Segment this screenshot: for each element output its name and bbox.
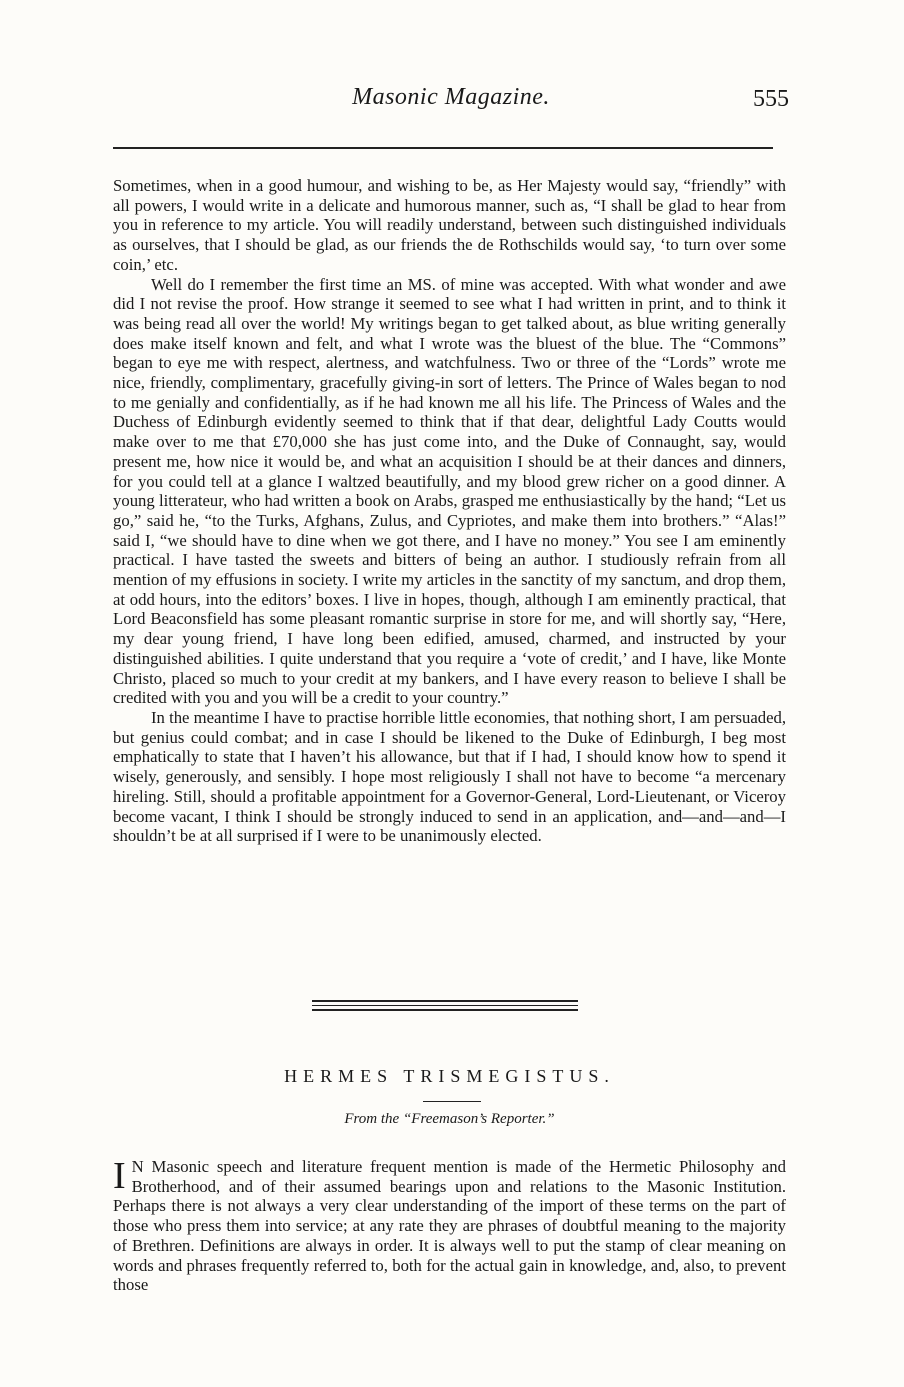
running-title: Masonic Magazine.	[352, 84, 550, 110]
continued-article	[113, 176, 786, 846]
title-rule	[423, 1101, 481, 1102]
opening-paragraph: Masonic speech and literature frequent mention is made of the Hermetic Philosophy and Brotherhood, and of their assumed bearings upon and relations to the Masonic Institution. Perhaps there is not always a very clear understanding of the import of these terms on the part of those who press them into service; at any rate they are phrases of doubtful meaning to the majority of Brethren. Definitions are always in order. It is always well to put the stamp of clear meaning on words and phrases frequently referred to, both for the actual gain in knowledge, and, also, to prevent those	[113, 1157, 786, 1295]
drop-cap: I	[113, 1155, 126, 1197]
section-divider	[312, 1000, 578, 1011]
header-rule	[113, 147, 773, 149]
page-number: 555	[753, 86, 789, 112]
paragraph: In the meantime I have to practise horrible little economies, that nothing short, I am persuaded, but genius could combat; and in case I should be likened to the Duke of Edinburgh, I beg most emphatically to state that I haven’t his allowance, but that if I had, I should know how to spend it wisely, generously, and sensibly. I hope most religiously I shall not have to become “a mercenary hireling. Still, should a profitable appointment for a Governor-General, Lord-Lieutenant, or Viceroy become vacant, I think I should be strongly induced to send in an application, and—and—and—I shouldn’t be at all surprised if I were to be unanimously elected.	[113, 707, 786, 846]
article-source: From the “Freemason’s Reporter.”	[344, 1111, 555, 1127]
article-title: HERMES TRISMEGISTUS.	[284, 1066, 615, 1086]
article-body	[113, 1157, 786, 1295]
paragraph: Well do I remember the first time an MS. of mine was accepted. With what wonder and awe did I not revise the proof. How strange it seemed to see what I had written in print, and to think it was being read all over the world! My writings began to get talked about, as blue writing generally does make itself known and felt, and what I wrote was the bluest of the blue. The “Commons” began to eye me with respect, alertness, and watchfulness. Two or three of the “Lords” wrote me nice, friendly, complimentary, gracefully giving-in sort of letters. The Prince of Wales began to nod to me genially and confidentially, as if he had known me all his life. The Princess of Wales and the Duchess of Edinburgh evidently seemed to think that if that dear, delightful Lady Coutts would make over to me that £70,000 she has just come into, and the Duke of Connaught, say, would present me, how nice it would be, and what an acquisition I should be at their dances and dinners, for you could tell at a glance I waltzed beautifully, and my blood grew richer on a good dinner. A young litterateur, who had written a book on Arabs, grasped me enthusiastically by the hand; “Let us go,” said he, “to the Turks, Afghans, Zulus, and Cypriotes, and make them into brothers.” “Alas!” said I, “we should have to dine when we got there, and I have no money.” You see I am eminently practical. I have tasted the sweets and bitters of being an author. I studiously refrain from all mention of my effusions in society. I write my articles in the sanctity of my sanctum, and drop them, at odd hours, into the editors’ boxes. I live in hopes, though, although I am eminently practical, that Lord Beaconsfield has some pleasant romantic surprise in store for me, and will shortly say, “Here, my dear young friend, I have long been edified, amused, charmed, and instructed by your distinguished abilities. I quite understand that you require a ‘vote of credit,’ and I have, like Monte Christo, placed so much to your credit at my bankers, and I have every reason to believe I shall be credited with you and you will be a credit to your country.”	[113, 274, 786, 708]
opening-caps: N	[131, 1157, 144, 1176]
running-head	[113, 84, 789, 124]
paragraph: Sometimes, when in a good humour, and wishing to be, as Her Majesty would say, “friendly” with all powers, I would write in a delicate and humorous manner, such as, “I shall be glad to hear from you in reference to my article. You will readily understand, between such distinguished individuals as ourselves, that I should be glad, as our friends the de Rothschilds would say, ‘to turn over some coin,’ etc.	[113, 176, 786, 274]
